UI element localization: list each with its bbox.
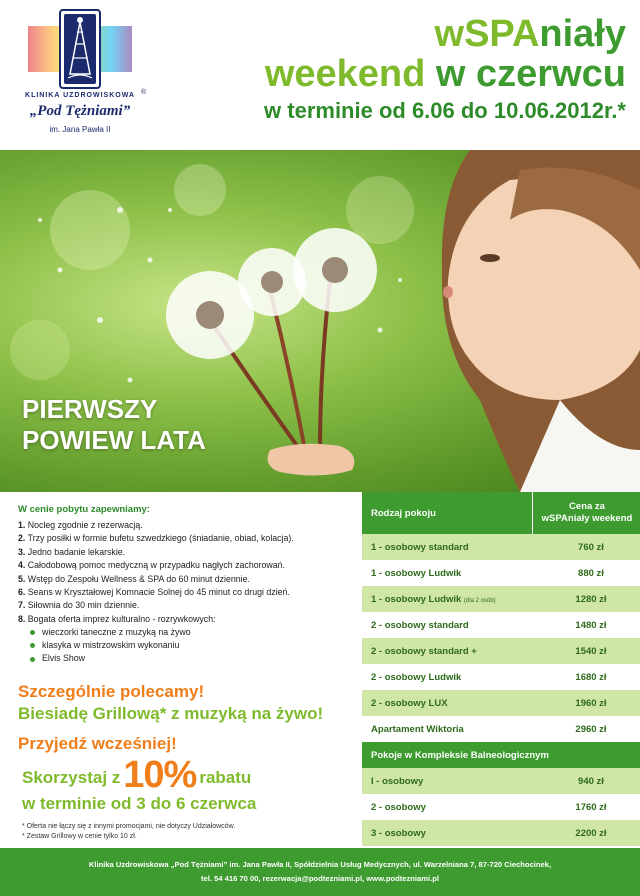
header-price: [534, 501, 640, 525]
event-item: [30, 652, 191, 665]
room-name: 2 - osobowy: [371, 802, 426, 813]
list-item: [18, 599, 362, 612]
hero-image: [0, 150, 640, 492]
hero-headline: [22, 394, 206, 456]
header-price-line-1: Cena za: [569, 501, 605, 512]
title-part-nialy: niały: [539, 13, 626, 55]
room-price: 1960 zł: [575, 698, 607, 709]
room-name: [371, 594, 496, 605]
logo[interactable]: [10, 8, 150, 138]
list-item: [18, 519, 362, 532]
room-price: 1680 zł: [575, 672, 607, 683]
list-item-text: Trzy posiłki w formie bufetu szwedzkiego (śniadanie, obiad, kolacja).: [27, 533, 294, 544]
section-title: Pokoje w Kompleksie Balneologicznym: [371, 750, 549, 761]
list-item-number: 4.: [18, 560, 26, 571]
event-item: [30, 626, 191, 639]
promo-discount-value: 10%: [123, 754, 197, 796]
room-name-text: 1 - osobowy Ludwik: [371, 594, 462, 605]
header-room: Rodzaj pokoju: [371, 508, 436, 519]
logo-mark-icon: [28, 8, 132, 90]
event-item-text: Elvis Show: [42, 653, 86, 664]
list-item-number: 1.: [18, 520, 26, 530]
room-price: 1540 zł: [575, 646, 607, 657]
title-dates: w terminie od 6.06 do 10.06.2012r.*: [264, 98, 626, 123]
included-list: [18, 519, 362, 626]
hero-headline-line-2: POWIEW LATA: [22, 425, 206, 455]
room-name: 2 - osobowy LUX: [371, 698, 448, 709]
list-item-text: Nocleg zgodnie z rezerwacją.: [27, 520, 143, 530]
room-price: 1760 zł: [575, 802, 607, 813]
table-row: [362, 768, 640, 794]
bullet-icon: [30, 643, 35, 648]
room-name: 2 - osobowy standard: [371, 620, 469, 631]
table-row: [362, 820, 640, 846]
logo-clinic-type: KLINIKA UZDROWISKOWA: [25, 92, 135, 99]
price-table: [362, 492, 640, 848]
table-row: [362, 664, 640, 690]
list-item-number: 7.: [18, 600, 26, 611]
list-item-number: 6.: [18, 587, 26, 598]
title-line-2: [264, 54, 626, 94]
room-price: 1480 zł: [575, 620, 607, 631]
promo-recommend: Szczególnie polecamy!: [18, 682, 205, 701]
title-part-czerwcu: w czerwcu: [435, 53, 626, 95]
footer-address: Klinika Uzdrowiskowa „Pod Tężniami” im. Jana Pawła II, Spółdzielnia Usług Medycznych, ul. Warzelniana 7, 87-720 Ciechocinek,: [88, 860, 552, 869]
room-price: 2960 zł: [575, 724, 607, 735]
room-price: 2200 zł: [575, 828, 607, 839]
table-row: [362, 690, 640, 716]
list-item-text: Wstęp do Zespołu Wellness & SPA do 60 minut dziennie.: [27, 573, 250, 584]
promo-discount: [22, 754, 251, 797]
list-item: [18, 559, 362, 572]
list-item: [18, 546, 362, 559]
table-header: [362, 492, 640, 534]
list-item: [18, 613, 362, 626]
table-row: [362, 612, 640, 638]
events-list: [30, 626, 191, 666]
room-name: 2 - osobowy standard +: [371, 646, 477, 657]
list-item-number: 3.: [18, 546, 26, 557]
event-item: [30, 639, 191, 652]
table-row: [362, 638, 640, 664]
room-name: 1 - osobowy Ludwik: [371, 568, 462, 579]
list-item-text: Siłownia do 30 min dziennie.: [27, 600, 140, 611]
header-price-line-2: wSPAniały weekend: [541, 513, 633, 524]
table-row: [362, 534, 640, 560]
list-item-text: Seans w Kryształowej Komnacie Solnej do 45 minut co drugi dzień.: [27, 587, 290, 598]
logo-patron: im. Jana Pawła II: [49, 125, 111, 134]
room-name: Apartament Wiktoria: [371, 724, 464, 735]
room-name: 2 - osobowy Ludwik: [371, 672, 462, 683]
title-part-weekend: weekend: [264, 53, 436, 95]
list-item-number: 2.: [18, 533, 26, 544]
footnote-offer: * Oferta nie łączy się z innymi promocjami, nie dotyczy Udziałowców.: [22, 823, 236, 830]
list-item: [18, 586, 362, 599]
event-item-text: wieczorki taneczne z muzyką na żywo: [42, 627, 191, 637]
footnote-grill: * Zestaw Grillowy w cenie tylko 10 zł.: [22, 833, 137, 840]
promo-early: Przyjedź wcześniej!: [18, 734, 177, 753]
list-item-text: Bogata oferta imprez kulturalno - rozrywkowych:: [27, 613, 216, 624]
bullet-icon: [30, 657, 35, 662]
hero-headline-line-1: PIERWSZY: [22, 394, 158, 424]
list-item-text: Całodobową pomoc medyczną w przypadku nagłych zachorowań.: [27, 560, 286, 571]
header: [0, 0, 640, 150]
logo-registered-mark: ®: [140, 89, 146, 96]
offer-details: [0, 492, 362, 848]
room-name: 3 - osobowy: [371, 828, 426, 839]
list-item-number: 8.: [18, 613, 26, 624]
promo-discount-pre: Skorzystaj z: [22, 768, 121, 787]
table-row: [362, 560, 640, 586]
included-title: W cenie pobytu zapewniamy:: [18, 504, 150, 515]
title-part-wspa: wSPA: [434, 13, 540, 55]
list-item: [18, 532, 362, 545]
room-price: 1280 zł: [575, 594, 607, 605]
promo-discount-post: rabatu: [199, 768, 252, 787]
list-item-text: Jedno badanie lekarskie.: [27, 546, 126, 557]
title-line-1: [264, 14, 626, 54]
footer: [0, 848, 640, 896]
header-divider: [532, 492, 533, 534]
room-name: 1 - osobowy standard: [371, 542, 469, 553]
title-block: [264, 14, 626, 124]
table-row: [362, 716, 640, 742]
room-note: (dla 2 osób): [463, 598, 496, 604]
list-item-number: 5.: [18, 573, 26, 584]
table-section-header: [362, 742, 640, 768]
logo-clinic-name: „Pod Tężniami”: [29, 103, 131, 119]
room-price: 760 zł: [578, 542, 604, 553]
event-item-text: klasyka w mistrzowskim wykonaniu: [42, 640, 180, 651]
room-price: 940 zł: [578, 776, 604, 787]
room-name: I - osobowy: [371, 776, 424, 787]
table-row: [362, 586, 640, 612]
room-price: 880 zł: [578, 568, 604, 579]
promo-discount-dates: w terminie od 3 do 6 czerwca: [22, 794, 257, 813]
footer-contact[interactable]: tel. 54 416 70 00, rezerwacja@podtezniami.pl, www.podtezniami.pl: [201, 874, 439, 883]
promo-grill: Biesiadę Grillową* z muzyką na żywo!: [18, 704, 324, 723]
table-row: [362, 794, 640, 820]
bullet-icon: [30, 630, 35, 635]
list-item: [18, 573, 362, 586]
